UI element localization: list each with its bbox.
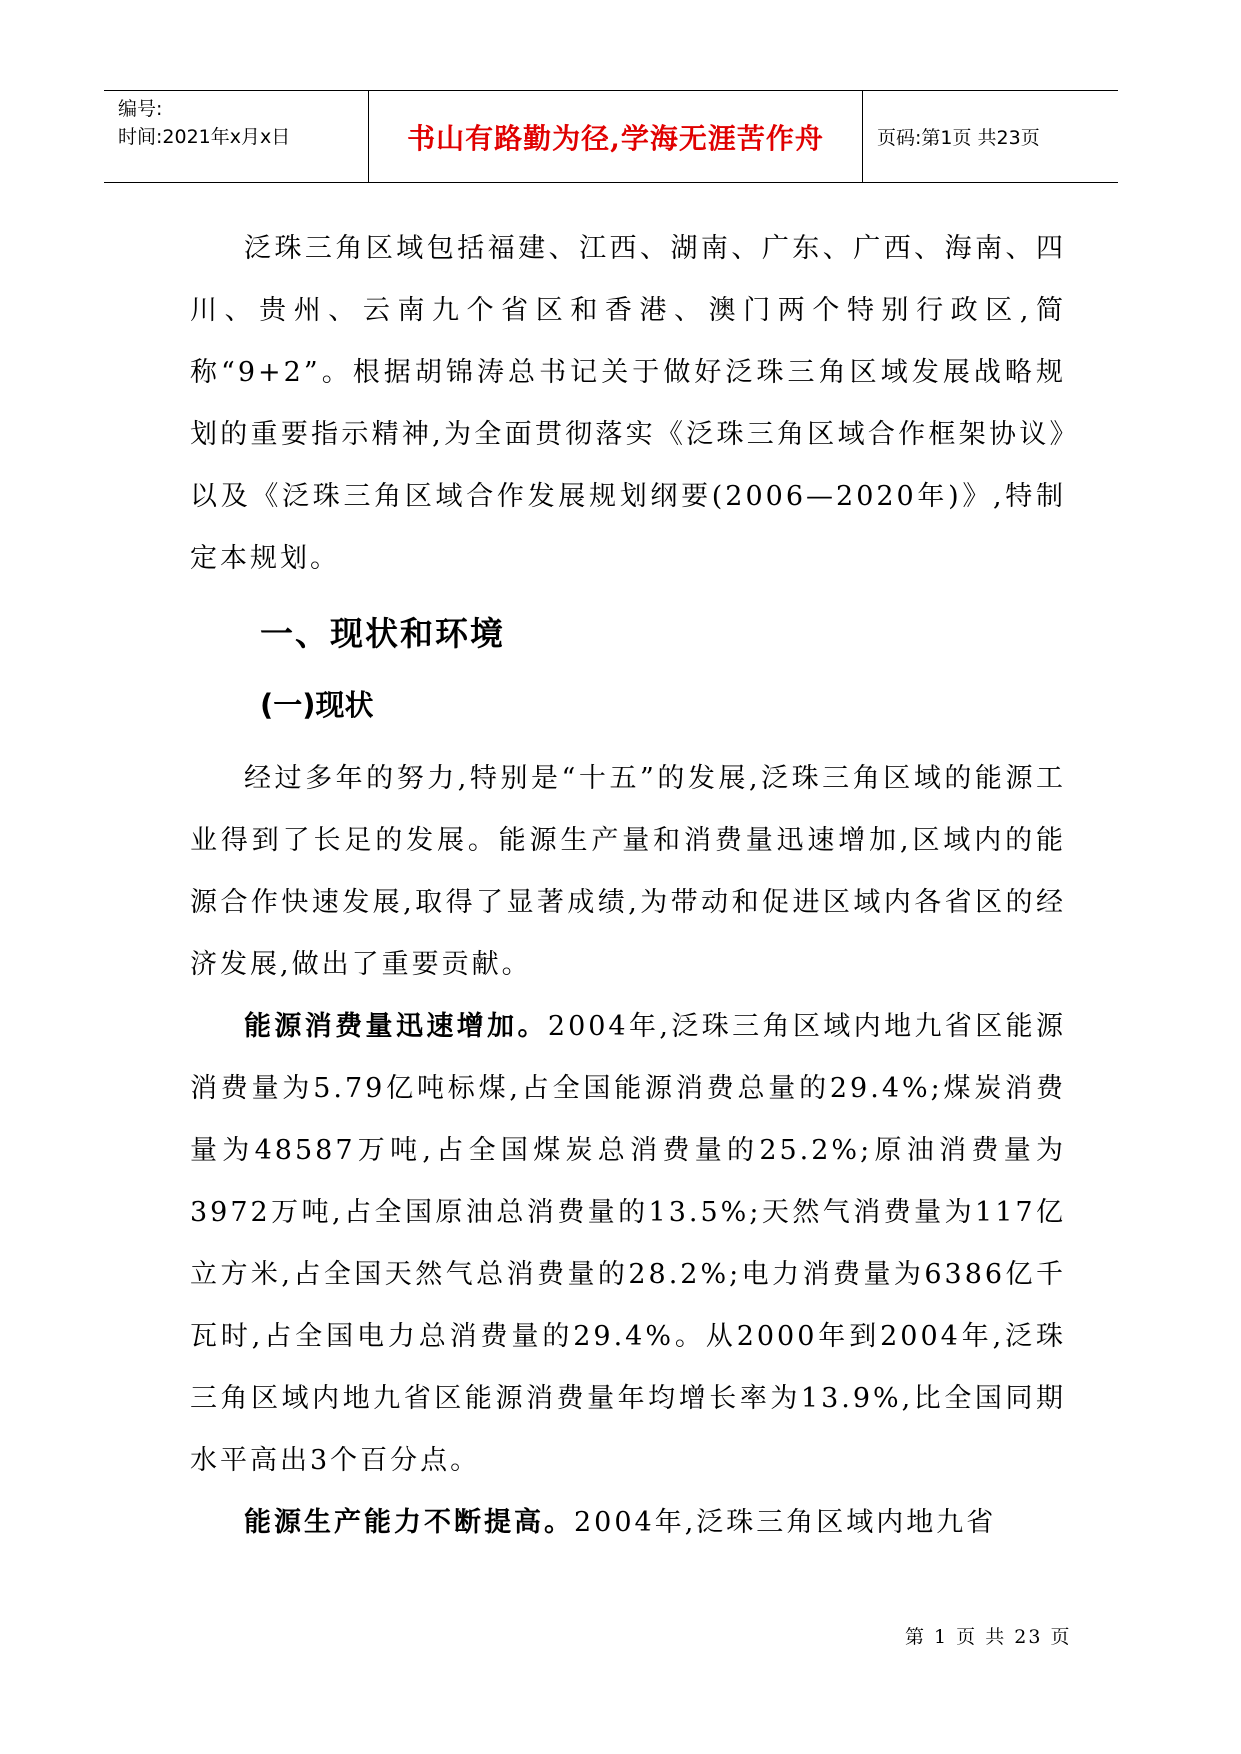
page-header (104, 90, 1118, 183)
status-paragraph: 经过多年的努力,特别是“十五”的发展,泛珠三角区域的能源工业得到了长足的发展。能源生产量和消费量迅速增加,区域内的能源合作快速发展,取得了显著成绩,为带动和促进区域内各省区的经济发展,做出了重要贡献。 (190, 763, 1066, 980)
section-title: 一、现状和环境 (260, 614, 505, 653)
subsection-title: (一)现状 (260, 688, 374, 722)
header-meta (104, 91, 369, 182)
production-lead: 能源生产能力不断提高。 (244, 1507, 574, 1538)
document-body (190, 218, 1066, 1554)
consumption-lead: 能源消费量迅速增加。 (244, 1011, 548, 1042)
header-motto: 书山有路勤为径,学海无涯苦作舟 (369, 91, 863, 182)
consumption-paragraph (190, 996, 1066, 1492)
production-paragraph (190, 1492, 1066, 1554)
page-footer: 第 1 页 共 23 页 (905, 1626, 1072, 1648)
header-page-code: 页码:第1页 共23页 (877, 127, 1040, 149)
production-text: 2004年,泛珠三角区域内地九省 (574, 1507, 997, 1538)
document-number-label: 编号: (118, 98, 163, 120)
intro-paragraph: 泛珠三角区域包括福建、江西、湖南、广东、广西、海南、四川、贵州、云南九个省区和香港、澳门两个特别行政区,简称“9+2”。根据胡锦涛总书记关于做好泛珠三角区域发展战略规划的重要指示精神,为全面贯彻落实《泛珠三角区域合作框架协议》以及《泛珠三角区域合作发展规划纲要(2006—2020年)》,特制定本规划。 (190, 233, 1066, 574)
consumption-text: 2004年,泛珠三角区域内地九省区能源消费量为5.79亿吨标煤,占全国能源消费总量的29.4%;煤炭消费量为48587万吨,占全国煤炭总消费量的25.2%;原油消费量为3972万吨,占全国原油总消费量的13.5%;天然气消费量为117亿立方米,占全国天然气总消费量的28.2%;电力消费量为6386亿千瓦时,占全国电力总消费量的29.4%。从2000年到2004年,泛珠三角区域内地九省区能源消费量年均增长率为13.9%,比全国同期水平高出3个百分点。 (190, 1011, 1067, 1476)
document-time-label: 时间:2021年x月x日 (118, 126, 291, 148)
